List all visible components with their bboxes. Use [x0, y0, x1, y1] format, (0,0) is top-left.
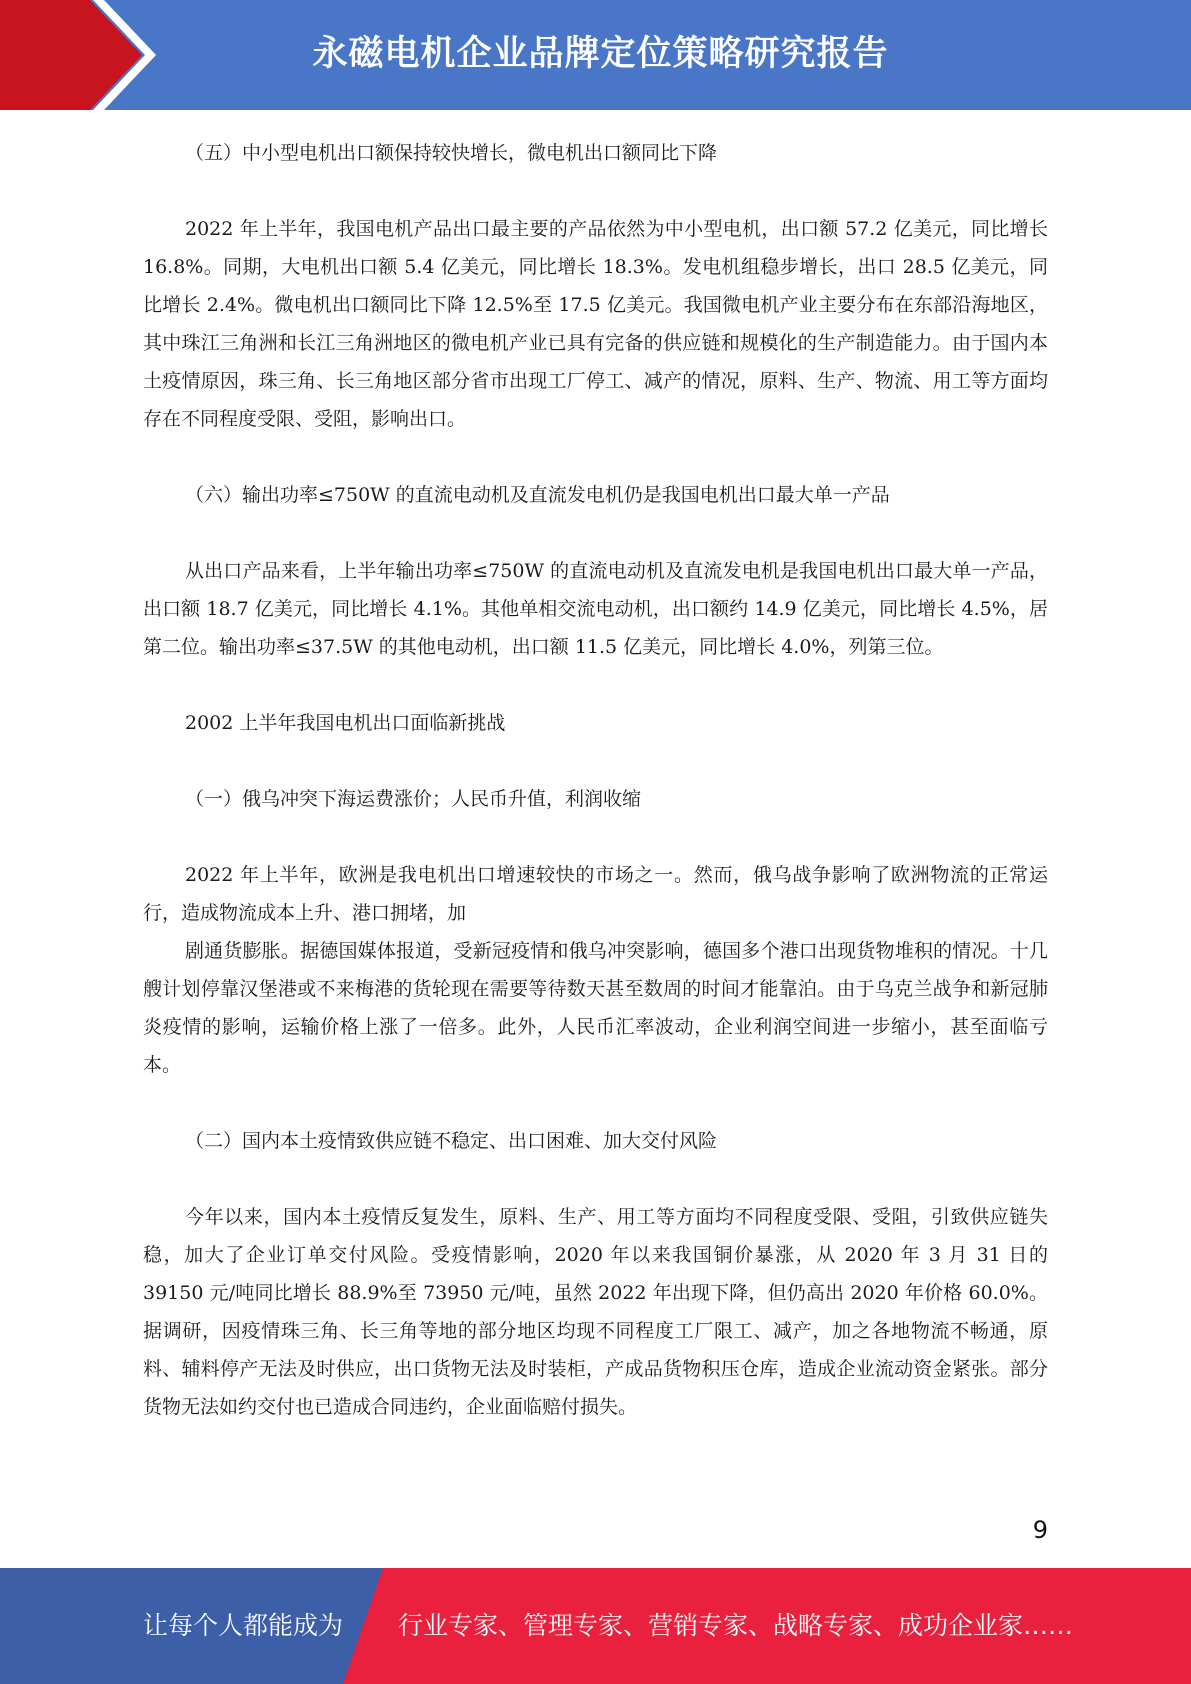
section-heading: 2002 上半年我国电机出口面临新挑战	[185, 712, 506, 734]
page-footer	[0, 1568, 1191, 1684]
document-body	[143, 134, 1048, 1426]
page-header	[0, 0, 1191, 110]
report-title: 永磁电机企业品牌定位策略研究报告	[312, 34, 889, 74]
header-arrow-decoration	[0, 0, 160, 110]
footer-slogan-left: 让每个人都能成为	[143, 1611, 344, 1640]
section-heading: （六）输出功率≤750W 的直流电动机及直流发电机仍是我国电机出口最大单一产品	[185, 484, 890, 506]
body-paragraph: 今年以来，国内本土疫情反复发生，原料、生产、用工等方面均不同程度受限、受阻，引致供应链失稳，加大了企业订单交付风险。受疫情影响，2020 年以来我国铜价暴涨，从 2020 年 3 月 31 日的 39150 元/吨同比增长 88.9%至 73950 元/吨，虽然 2022 年出现下降，但仍高出 2020 年价格 60.0%。据调研，因疫情珠三角、长三角等地的部分地区均现不同程度工厂限工、减产，加之各地物流不畅通，原料、辅料停产无法及时供应，出口货物无法及时装柜，产成品货物积压仓库，造成企业流动资金紧张。部分货物无法如约交付也已造成合同违约，企业面临赔付损失。	[143, 1206, 1048, 1418]
section-heading: （一）俄乌冲突下海运费涨价；人民币升值，利润收缩	[185, 788, 642, 810]
page-number: 9	[1032, 1516, 1048, 1544]
body-paragraph: 剧通货膨胀。据德国媒体报道，受新冠疫情和俄乌冲突影响，德国多个港口出现货物堆积的情况。十几艘计划停靠汉堡港或不来梅港的货轮现在需要等待数天甚至数周的时间才能靠泊。由于乌克兰战争和新冠肺炎疫情的影响，运输价格上涨了一倍多。此外，人民币汇率波动，企业利润空间进一步缩小，甚至面临亏本。	[143, 940, 1048, 1076]
body-paragraph: 2022 年上半年，我国电机产品出口最主要的产品依然为中小型电机，出口额 57.2 亿美元，同比增长 16.8%。同期，大电机出口额 5.4 亿美元，同比增长 18.3%。发电机组稳步增长，出口 28.5 亿美元，同比增长 2.4%。微电机出口额同比下降 12.5%至 17.5 亿美元。我国微电机产业主要分布在东部沿海地区，其中珠江三角洲和长江三角洲地区的微电机产业已具有完备的供应链和规模化的生产制造能力。由于国内本土疫情原因，珠三角、长三角地区部分省市出现工厂停工、减产的情况，原料、生产、物流、用工等方面均存在不同程度受限、受阻，影响出口。	[143, 218, 1048, 430]
footer-slogan-right: 行业专家、管理专家、营销专家、战略专家、成功企业家……	[398, 1611, 1074, 1640]
section-heading: （五）中小型电机出口额保持较快增长，微电机出口额同比下降	[185, 142, 718, 164]
body-paragraph: 2022 年上半年，欧洲是我电机出口增速较快的市场之一。然而，俄乌战争影响了欧洲物流的正常运行，造成物流成本上升、港口拥堵，加	[143, 864, 1048, 924]
section-heading: （二）国内本土疫情致供应链不稳定、出口困难、加大交付风险	[185, 1130, 718, 1152]
body-paragraph: 从出口产品来看，上半年输出功率≤750W 的直流电动机及直流发电机是我国电机出口最大单一产品，出口额 18.7 亿美元，同比增长 4.1%。其他单相交流电动机，出口额约 14.9 亿美元，同比增长 4.5%，居第二位。输出功率≤37.5W 的其他电动机，出口额 11.5 亿美元，同比增长 4.0%，列第三位。	[143, 560, 1048, 658]
